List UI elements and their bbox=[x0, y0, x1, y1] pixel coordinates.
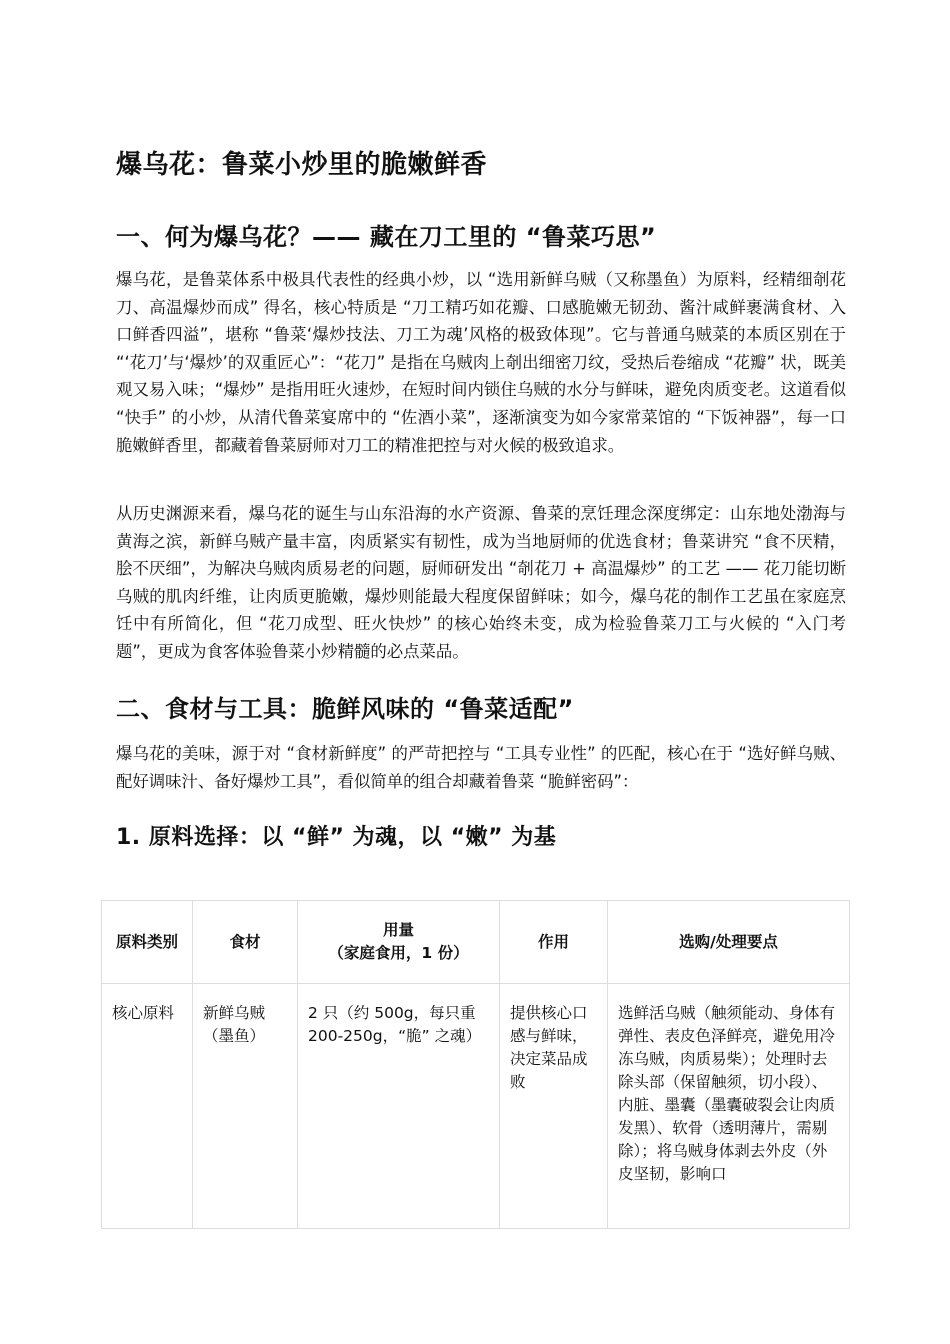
cell-category bbox=[102, 984, 193, 1229]
header-role: 作用 bbox=[500, 901, 608, 984]
table-header-row bbox=[102, 901, 850, 984]
header-amount-line2: （家庭食用，1 份） bbox=[328, 944, 469, 962]
cell-role-text: 提供核心口感与鲜味，决定菜品成败 bbox=[510, 1004, 588, 1091]
header-amount bbox=[298, 901, 500, 984]
header-tips: 选购/处理要点 bbox=[608, 901, 850, 984]
paragraph-introduction: 爆乌花，是鲁菜体系中极具代表性的经典小炒，以 “选用新鲜乌贼（又称墨鱼）为原料，经精细剞花刀、高温爆炒而成” 得名，核心特质是 “刀工精巧如花瓣、口感脆嫩无韧劲、酱汁咸鲜裹满食材、入口鲜香四溢”，堪称 “鲁菜‘爆炒技法、刀工为魂’风格的极致体现”。它与普通乌贼菜的本质区别在于 “‘花刀’与‘爆炒’的双重匠心”：“花刀” 是指在乌贼肉上剞出细密刀纹，受热后卷缩成 “花瓣” 状，既美观又易入味；“爆炒” 是指用旺火速炒，在短时间内锁住乌贼的水分与鲜味，避免肉质变老。这道看似 “快手” 的小炒，从清代鲁菜宴席中的 “佐酒小菜”，逐渐演变为如今家常菜馆的 “下饭神器”，每一口脆嫩鲜香里，都藏着鲁菜厨师对刀工的精准把控与对火候的极致追求。 bbox=[116, 270, 846, 455]
section-heading-what-is: 一、何为爆乌花？—— 藏在刀工里的 “鲁菜巧思” bbox=[116, 223, 657, 251]
paragraph-ingredients-intro: 爆乌花的美味，源于对 “食材新鲜度” 的严苛把控与 “工具专业性” 的匹配，核心在于 “选好鲜乌贼、配好调味汁、备好爆炒工具”，看似简单的组合却藏着鲁菜 “脆鲜密码”： bbox=[116, 744, 846, 791]
section-heading-ingredients-tools: 二、食材与工具：脆鲜风味的 “鲁菜适配” bbox=[116, 695, 574, 723]
cell-tips-text: 选鲜活乌贼（触须能动、身体有弹性、表皮色泽鲜亮，避免用冷冻乌贼，肉质易柴）；处理时去除头部（保留触须，切小段）、内脏、墨囊（墨囊破裂会让肉质发黑）、软骨（透明薄片，需剔除）；将乌贼身体剥去外皮（外皮坚韧，影响口 bbox=[618, 1004, 836, 1183]
document-title: 爆乌花：鲁菜小炒里的脆嫩鲜香 bbox=[116, 150, 488, 180]
cell-amount bbox=[298, 984, 500, 1229]
cell-category-text: 核心原料 bbox=[112, 1004, 175, 1022]
ingredients-table bbox=[101, 900, 850, 1229]
cell-role bbox=[500, 984, 608, 1229]
cell-tips bbox=[608, 984, 850, 1229]
cell-ingredient bbox=[193, 984, 298, 1229]
table-row bbox=[102, 984, 850, 1229]
cell-ingredient-text: 新鲜乌贼（墨鱼） bbox=[203, 1004, 266, 1045]
header-ingredient: 食材 bbox=[193, 901, 298, 984]
cell-amount-text: 2 只（约 500g，每只重 200-250g，“脆” 之魂） bbox=[308, 1004, 482, 1045]
subheading-raw-material-selection: 1. 原料选择：以 “鲜” 为魂，以 “嫩” 为基 bbox=[116, 825, 557, 850]
header-amount-line1: 用量 bbox=[382, 921, 414, 939]
header-category: 原料类别 bbox=[102, 901, 193, 984]
paragraph-history: 从历史渊源来看，爆乌花的诞生与山东沿海的水产资源、鲁菜的烹饪理念深度绑定：山东地处渤海与黄海之滨，新鲜乌贼产量丰富，肉质紧实有韧性，成为当地厨师的优选食材；鲁菜讲究 “食不厌精，脍不厌细”，为解决乌贼肉质易老的问题，厨师研发出 “剞花刀 + 高温爆炒” 的工艺 —— 花刀能切断乌贼的肌肉纤维，让肉质更脆嫩，爆炒则能最大程度保留鲜味；如今，爆乌花的制作工艺虽在家庭烹饪中有所简化，但 “花刀成型、旺火快炒” 的核心始终未变，成为检验鲁菜刀工与火候的 “入门考题”，更成为食客体验鲁菜小炒精髓的必点菜品。 bbox=[116, 504, 846, 661]
